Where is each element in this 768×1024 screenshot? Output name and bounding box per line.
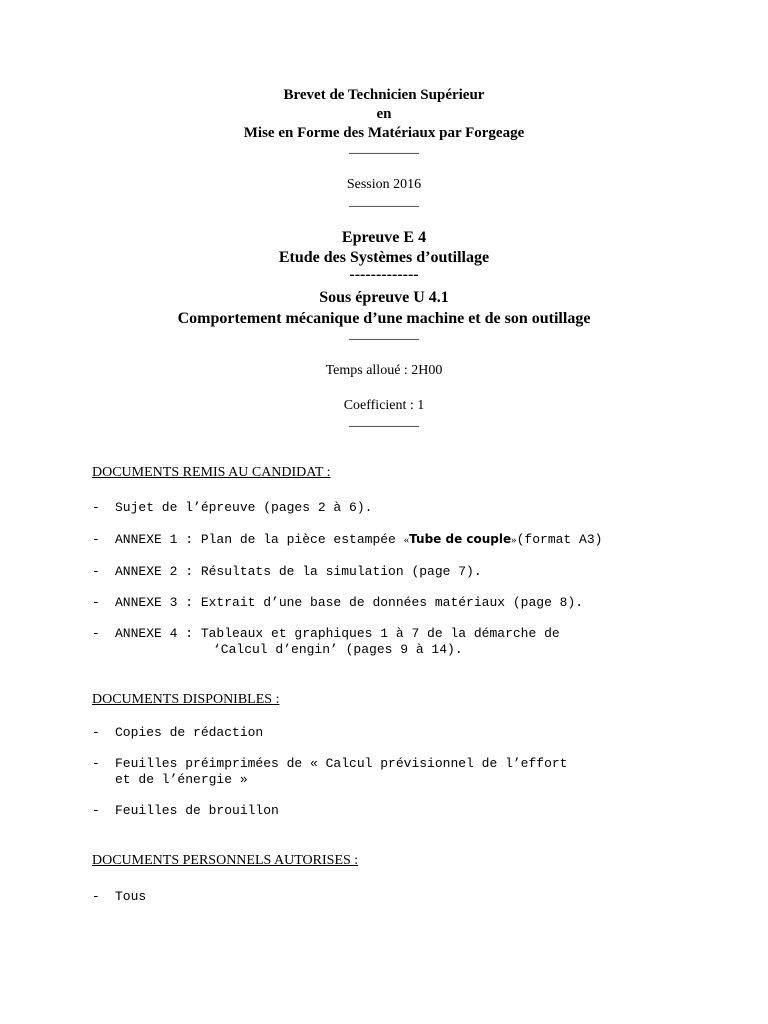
separator-3: __________ <box>349 327 419 342</box>
list-item-continuation: ‘Calcul d’engin’ (pages 9 à 14). <box>213 642 463 657</box>
sous-epreuve-subtitle: Comportement mécanique d’une machine et de son outillage <box>177 310 591 327</box>
list-dash: - <box>92 889 100 904</box>
list-dash: - <box>92 803 100 818</box>
list-item-text: ANNEXE 4 : Tableaux et graphiques 1 à 7 de la démarche de <box>115 626 560 641</box>
list-item <box>92 725 263 741</box>
dashes-separator: ------------- <box>349 266 419 283</box>
list-item-tail: (format A3) <box>516 532 603 547</box>
list-dash: - <box>92 564 100 579</box>
title-line-1: Brevet de Technicien Supérieur <box>283 87 485 103</box>
list-item-text: Feuilles préimprimées de « Calcul prévisionnel de l’effort <box>115 756 568 771</box>
list-item <box>92 803 279 819</box>
quote-open: « <box>403 534 410 546</box>
separator-4: __________ <box>349 414 419 429</box>
list-dash: - <box>92 595 100 610</box>
list-item <box>92 531 602 548</box>
list-item-text: Tous <box>115 889 147 904</box>
separator-2: __________ <box>349 194 419 209</box>
list-item-text: ANNEXE 2 : Résultats de la simulation (page 7). <box>115 564 482 579</box>
list-item-text: Feuilles de brouillon <box>115 803 279 818</box>
list-dash: - <box>92 500 100 515</box>
separator-1: __________ <box>349 141 419 156</box>
epreuve-subtitle: Etude des Systèmes d’outillage <box>278 249 490 266</box>
list-item <box>92 500 372 516</box>
list-item-text: ANNEXE 1 : Plan de la pièce estampée <box>115 532 404 547</box>
list-item-text: Sujet de l’épreuve (pages 2 à 6). <box>115 500 373 515</box>
list-item <box>92 564 482 580</box>
documents-personnels-heading: DOCUMENTS PERSONNELS AUTORISES : <box>92 853 359 868</box>
temps-alloue: Temps alloué : 2H00 <box>325 363 443 378</box>
epreuve-title: Epreuve E 4 <box>341 229 427 246</box>
documents-disponibles-heading: DOCUMENTS DISPONIBLES : <box>92 692 280 707</box>
quote-close: » <box>511 534 517 546</box>
list-item <box>92 889 146 905</box>
title-line-2: en <box>376 106 392 122</box>
piece-name: Tube de couple <box>409 532 512 546</box>
session: Session 2016 <box>346 177 422 192</box>
list-item <box>92 595 583 611</box>
list-dash: - <box>92 725 100 740</box>
list-dash: - <box>92 756 100 771</box>
sous-epreuve-title: Sous épreuve U 4.1 <box>319 289 449 306</box>
list-dash: - <box>92 626 100 641</box>
list-item-continuation: et de l’énergie » <box>115 772 248 787</box>
list-item-text: ANNEXE 3 : Extrait d’une base de données matériaux (page 8). <box>115 595 584 610</box>
list-item <box>92 626 560 642</box>
coefficient: Coefficient : 1 <box>343 398 425 413</box>
list-item <box>92 756 567 772</box>
title-line-3: Mise en Forme des Matériaux par Forgeage <box>243 125 525 141</box>
documents-remis-heading: DOCUMENTS REMIS AU CANDIDAT : <box>92 465 331 480</box>
list-item-text: Copies de rédaction <box>115 725 264 740</box>
list-dash: - <box>92 532 100 547</box>
